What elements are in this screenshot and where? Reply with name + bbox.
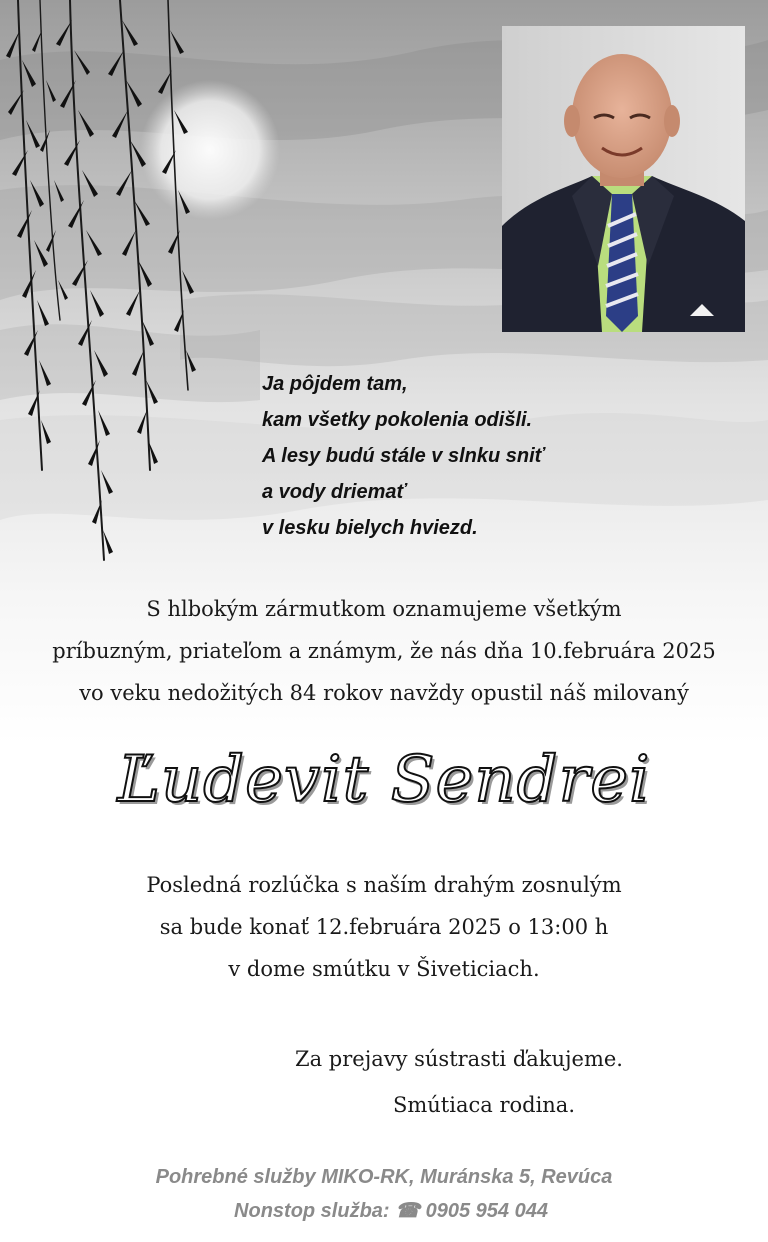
thanks-text: Za prejavy sústrasti ďakujeme. — [295, 1047, 623, 1071]
poem-line: Ja pôjdem tam, — [262, 373, 408, 395]
nonstop-label: Nonstop služba: — [234, 1200, 390, 1222]
poem-line: v lesku bielych hviezd. — [262, 517, 478, 539]
phone-number[interactable]: 0905 954 044 — [425, 1200, 548, 1222]
portrait-photo — [502, 26, 745, 332]
announcement-line: príbuzným, priateľom a známym, že nás dňa 10.februára 2025 — [52, 639, 716, 663]
announcement-line: vo veku nedožitých 84 rokov navždy opustil náš milovaný — [79, 681, 689, 705]
company-address: Pohrebné služby MIKO-RK, Muránska 5, Revúca — [155, 1166, 613, 1188]
family-signature: Smútiaca rodina. — [392, 1093, 576, 1117]
funeral-line: Posledná rozlúčka s naším drahým zosnulým — [146, 873, 622, 897]
funeral-line: v dome smútku v Šiveticiach. — [228, 957, 540, 981]
poem-line: kam všetky pokolenia odišli. — [262, 409, 533, 431]
nonstop-service — [0, 1194, 768, 1228]
announcement-line: S hlbokým zármutkom oznamujeme všetkým — [146, 597, 622, 621]
poem-line: a vody driemať — [262, 481, 407, 503]
phone-icon: ☎ — [395, 1200, 421, 1222]
funeral-details — [0, 864, 768, 990]
funeral-service-footer — [0, 1160, 768, 1228]
funeral-line: sa bude konať 12.februára 2025 o 13:00 h — [159, 915, 609, 939]
poem-line: A lesy budú stále v slnku sniť — [262, 445, 545, 467]
announcement — [0, 588, 768, 714]
poem — [262, 366, 722, 546]
deceased-name: Ľudevit Sendrei — [117, 743, 651, 817]
